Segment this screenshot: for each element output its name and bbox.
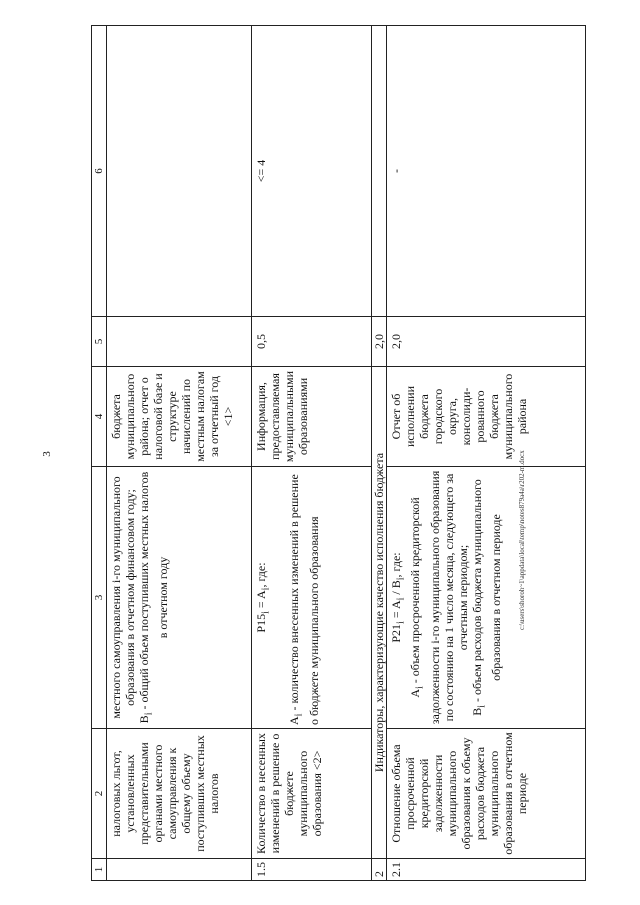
indicators-table [91,25,586,881]
definition: $A_i$ - количество внесенных изменений в решение о бюджете муниципального образования [287,474,321,725]
weight-cell: 2,0 [387,317,586,367]
table-row-continuation [107,26,252,881]
formula-text: - общий объем поступивших местных налогов в отчетном году [137,471,171,713]
table-row-2-1 [387,26,586,881]
definition-b: $B_i$ - объем расходов бюджета муниципального образования в отчетном периоде [469,479,504,716]
table-row-1-5 [252,26,372,881]
rotated-table-wrapper [91,26,586,881]
file-path-footer: c:\users\shoroh~1\appdata\local\temp\notes879a4a\r202-m.docx [518,450,526,630]
formula-text: местного самоуправления i-го муниципального образования в отчетном финансовом году; [109,476,137,719]
formula-cell [387,467,586,729]
header-col-3: 3 [92,467,107,729]
formula-cell: местного самоуправления i-го муниципального образования в отчетном финансовом году; $B_i$ - общий объем поступивших местных налогов в отчетном году [107,467,252,729]
weight-cell [107,317,252,367]
weight-cell: 2,0 [372,317,387,367]
header-col-2: 2 [92,729,107,859]
target-cell [107,26,252,317]
source-cell: Информация, предоставляемая муниципальными образованиями [252,367,372,467]
header-col-6: 6 [92,26,107,317]
target-cell: <= 4 [252,26,372,317]
header-col-1: 1 [92,859,107,881]
indicator-name: налоговых льгот, установленных представительными органами местного самоуправления к общему объему поступивших местных налогов [107,729,252,859]
target-cell: - [387,26,586,317]
header-col-4: 4 [92,367,107,467]
row-number: 2.1 [387,859,586,881]
header-row [92,26,107,881]
formula-cell [252,467,372,729]
page-number: 3 [41,451,53,457]
indicator-name: Количество в несенных изменений в решение о бюджете муниципального образования <2> [252,729,372,859]
formula-var: B [137,715,151,724]
row-number: 2 [372,859,387,881]
source-cell: бюджета муниципального района; отчет о налоговой базе и структуре начислений по местным налогам за отчетный год <1> [107,367,252,467]
section-row-2 [372,26,387,881]
row-number: 1.5 [252,859,372,881]
source-cell: Отчет об исполнении бюджета городского округа, консолиди-рованного бюджета муниципального района [387,367,586,467]
section-title: Индикаторы, характеризующие качество исполнения бюджета [372,367,387,859]
definition-a: $A_i$ - объем просроченной кредиторской задолженности i-го муниципального образования по состоянию на 1 число месяца, следующего за отчетным периодом; [408,470,470,725]
formula: $P21_i = A_i / B_i$, где: [389,552,407,643]
indicator-name: Отношение объема просроченной кредиторской задолженности муниципального образования к объему расходов бюджета муниципального образования в отчетном периоде [387,729,586,859]
header-col-5: 5 [92,317,107,367]
weight-cell: 0,5 [252,317,372,367]
formula: $P15_i = A_i$, где: [254,562,272,633]
